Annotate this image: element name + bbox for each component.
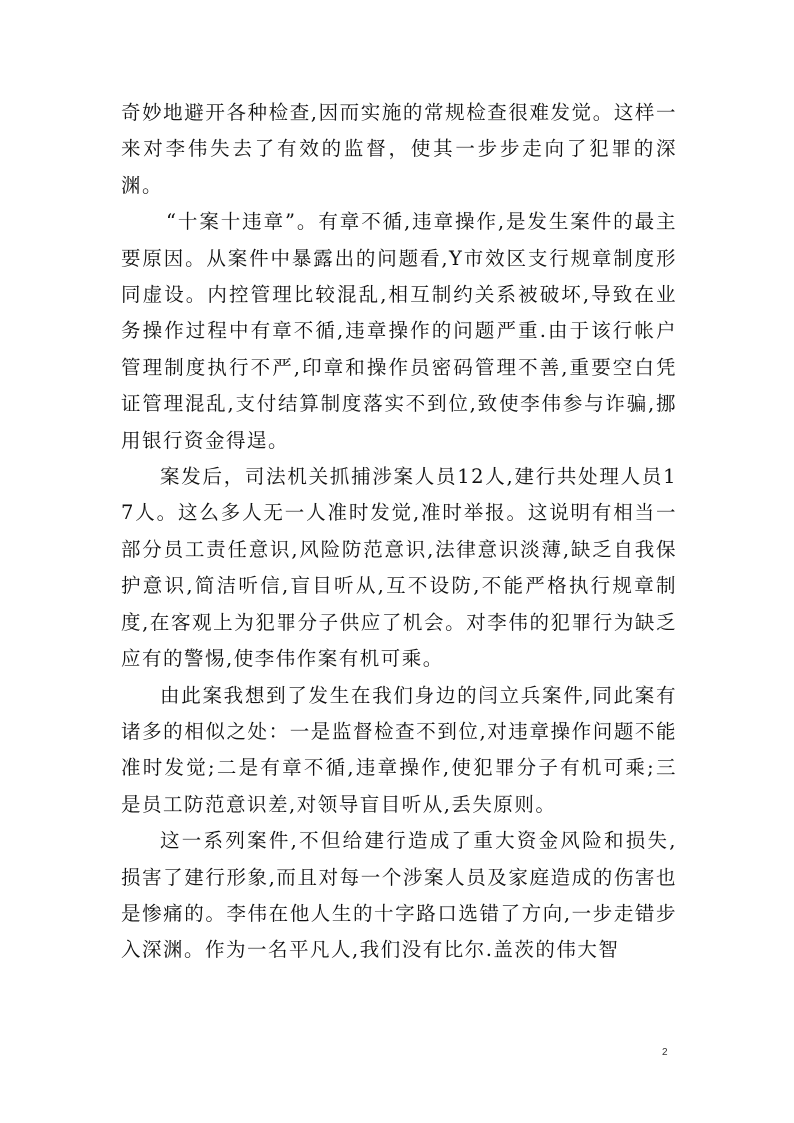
paragraph-consequences: 这一系列案件,不但给建行造成了重大资金风险和损失,损害了建行形象,而且对每一个涉案人员及家庭造成的伤害也是惨痛的。李伟在他人生的十字路口选错了方向,一步走错步入深渊。作为一名平凡人,我们没有比尔.盖茨的伟大智 xyxy=(121,829,677,962)
paragraph-continued: 奇妙地避开各种检查,因而实施的常规检查很难发觉。这样一来对李伟失去了有效的监督，使其一步步走向了犯罪的深渊。 xyxy=(121,101,677,197)
page-number: 2 xyxy=(662,1047,668,1058)
document-body xyxy=(121,95,677,969)
paragraph-ten-cases: “十案十违章”。有章不循,违章操作,是发生案件的最主要原因。从案件中暴露出的问题看,Y市效区支行规章制度形同虚设。内控管理比较混乱,相互制约关系被破坏,导致在业务操作过程中有章不循,违章操作的问题严重.由于该行帐户管理制度执行不严,印章和操作员密码管理不善,重要空白凭证管理混乱,支付结算制度落实不到位,致使李伟参与诈骗,挪用银行资金得逞。 xyxy=(121,210,677,452)
paragraph-similar-case: 由此案我想到了发生在我们身边的闫立兵案件,同此案有诸多的相似之处：一是监督检查不到位,对违章操作问题不能准时发觉;二是有章不循,违章操作,使犯罪分子有机可乘;三是员工防范意识差,对领导盲目听从,丢失原则。 xyxy=(121,683,677,816)
paragraph-after-case: 案发后，司法机关抓捕涉案人员12人,建行共处理人员17人。这么多人无一人准时发觉,准时举报。这说明有相当一部分员工责任意识,风险防范意识,法律意识淡薄,缺乏自我保护意识,简洁听信,盲目听从,互不设防,不能严格执行规章制度,在客观上为犯罪分子供应了机会。对李伟的犯罪行为缺乏应有的警惕,使李伟作案有机可乘。 xyxy=(121,465,677,671)
